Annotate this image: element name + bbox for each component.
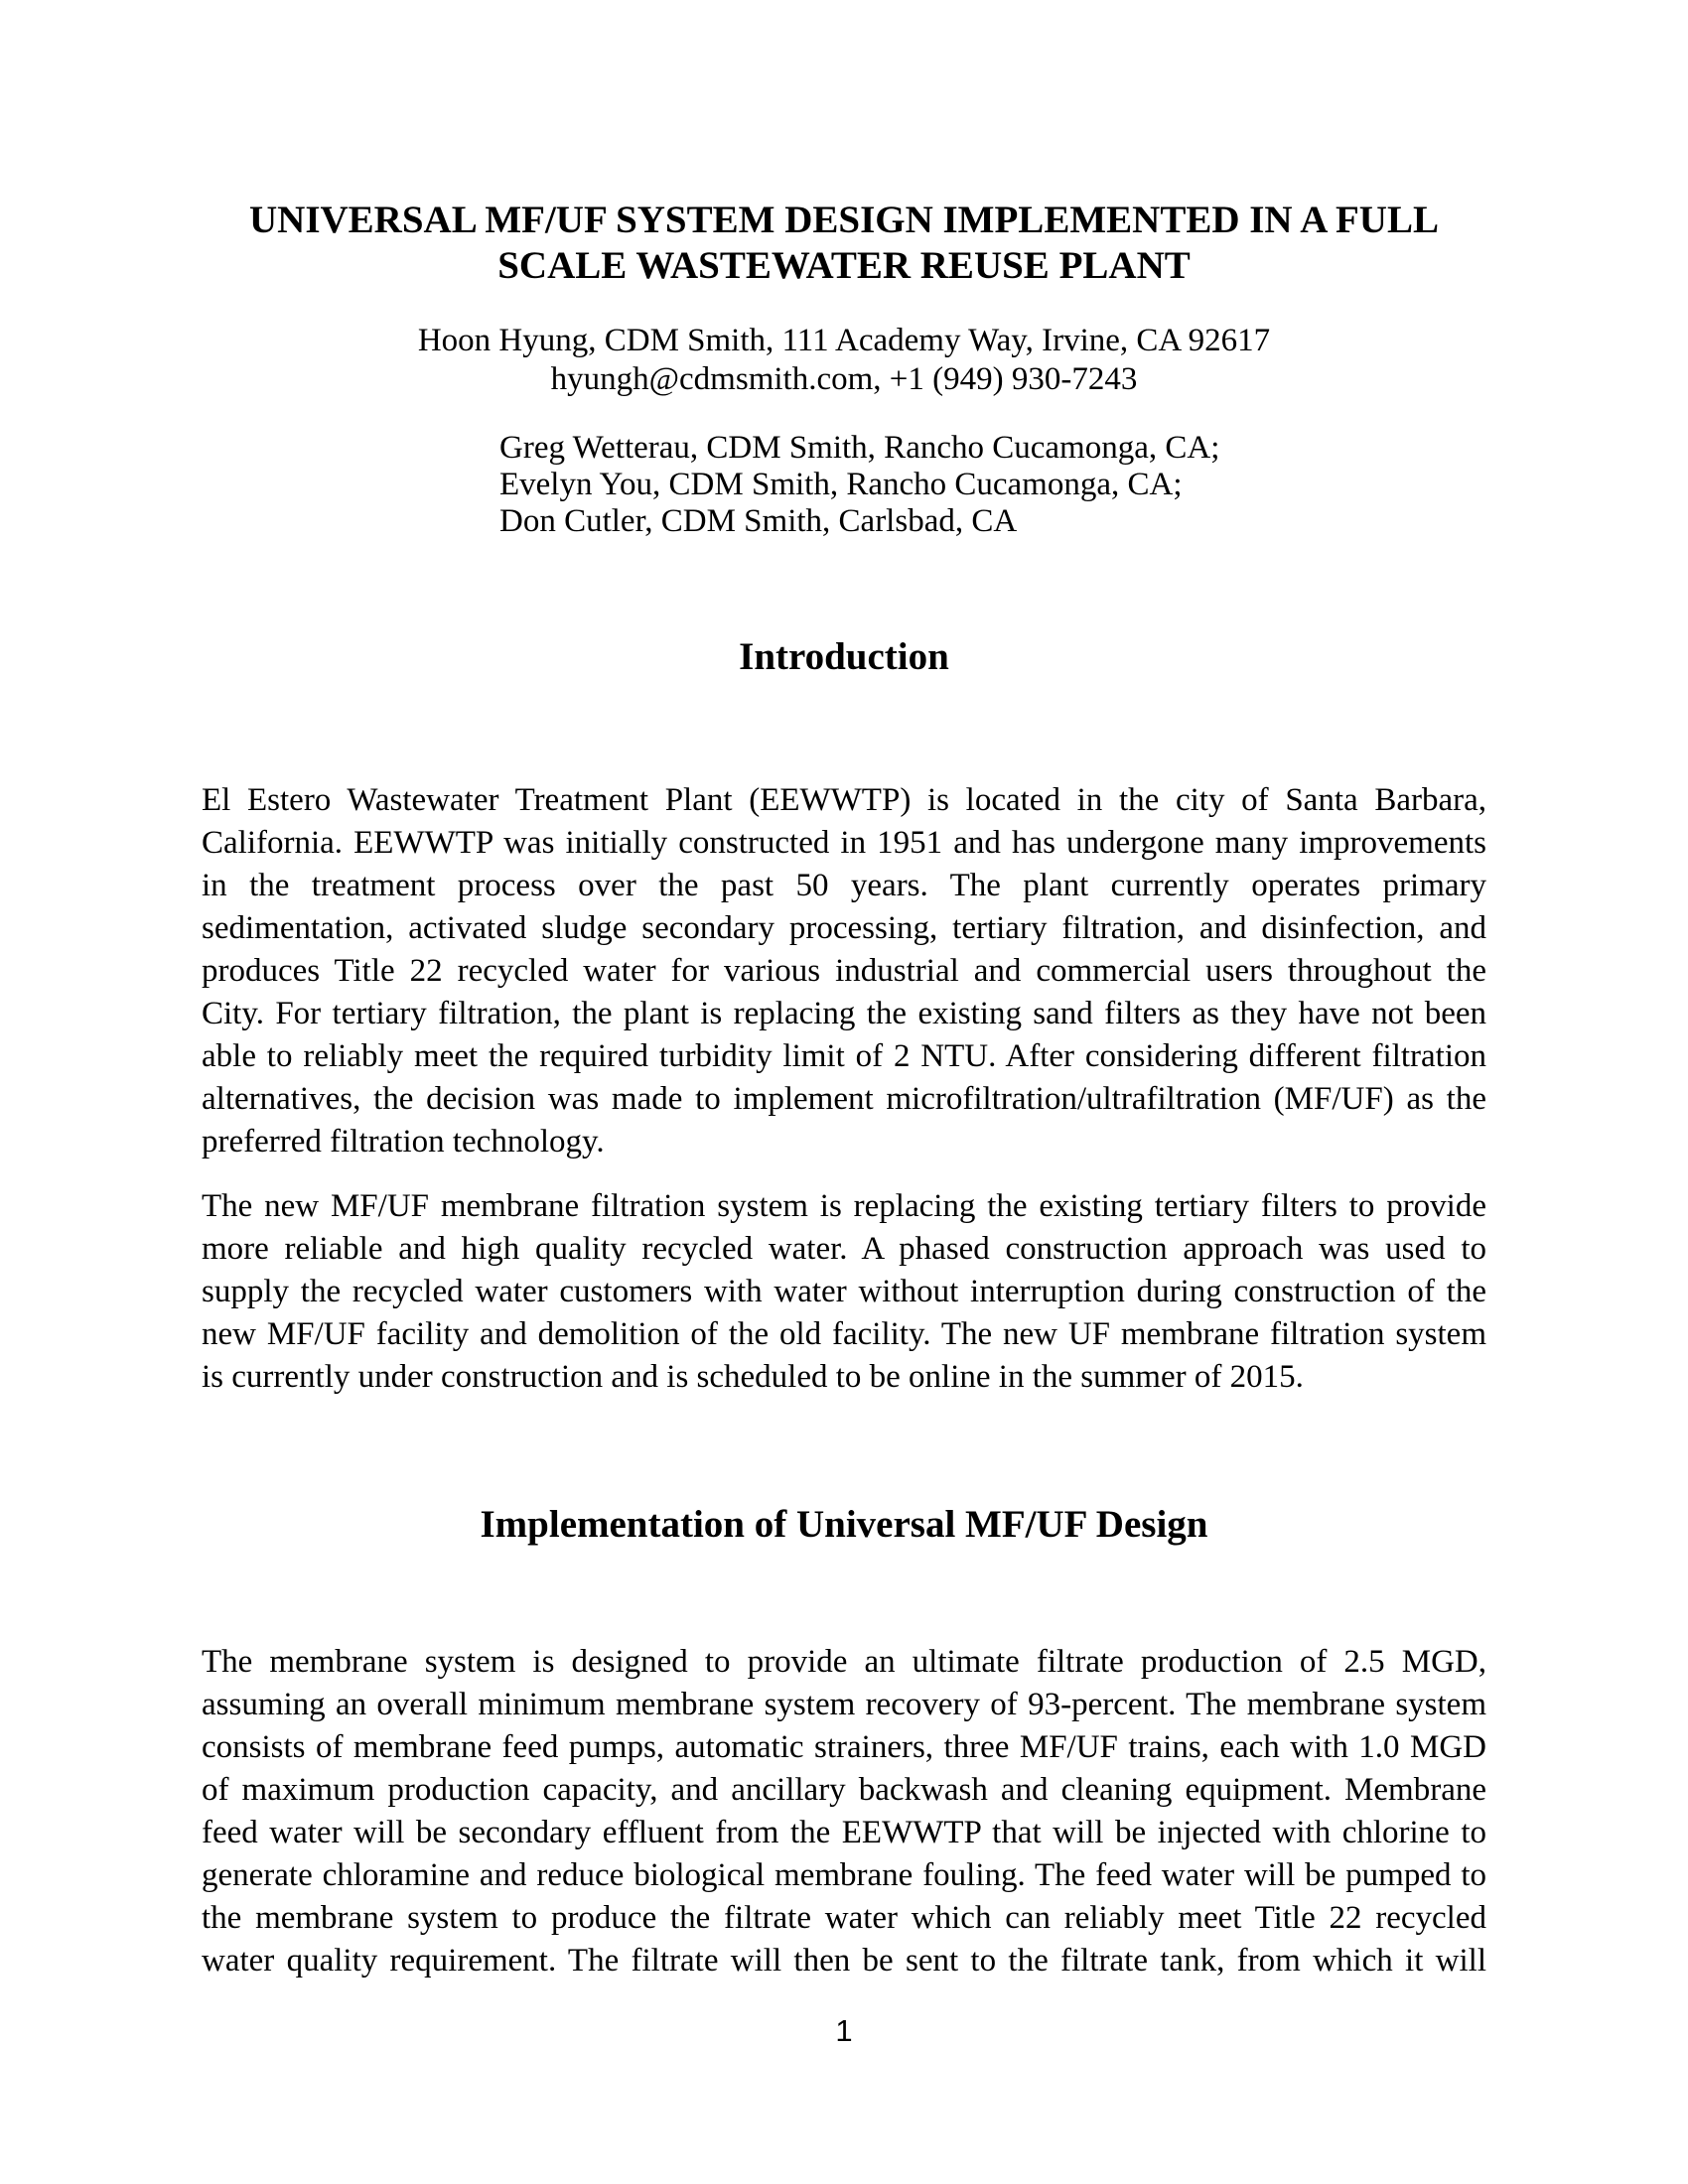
paragraph [202,779,1486,1163]
text-line: of maximum production capacity, and ancillary backwash and cleaning equipment. Membrane [202,1772,1486,1808]
author-address-line: Hoon Hyung, CDM Smith, 111 Academy Way, Irvine, CA 92617 [417,323,1271,358]
text-line: water quality requirement. The filtrate will then be sent to the filtrate tank, from which it will [202,1943,1486,1979]
text-line: City. For tertiary filtration, the plant is replacing the existing sand filters as they have not been [202,996,1486,1031]
coauthor-line: Evelyn You, CDM Smith, Rancho Cucamonga, CA; [499,467,1183,502]
author-email-phone-line: hyungh@cdmsmith.com, +1 (949) 930-7243 [550,361,1138,397]
section-heading-introduction: Introduction [739,635,949,678]
text-line: the membrane system to produce the filtrate water which can reliably meet Title 22 recycled [202,1900,1486,1936]
paper-title [202,198,1486,289]
text-line: California. EEWWTP was initially constructed in 1951 and has undergone many improvements [202,825,1486,861]
paragraph [202,1185,1486,1399]
text-line: alternatives, the decision was made to implement microfiltration/ultrafiltration (MF/UF) as the [202,1081,1486,1117]
text-line: in the treatment process over the past 50 years. The plant currently operates primary [202,868,1486,903]
text-line: assuming an overall minimum membrane system recovery of 93-percent. The membrane system [202,1687,1486,1722]
coauthor-line: Greg Wetterau, CDM Smith, Rancho Cucamonga, CA; [499,430,1220,466]
text-line: supply the recycled water customers with water without interruption during construction of the [202,1274,1486,1309]
text-line: El Estero Wastewater Treatment Plant (EEWWTP) is located in the city of Santa Barbara, [202,782,1486,818]
text-line: more reliable and high quality recycled water. A phased construction approach was used to [202,1231,1486,1267]
text-line: The new MF/UF membrane filtration system is replacing the existing tertiary filters to provide [202,1188,1486,1224]
page-number: 1 [835,2013,853,2048]
text-line: preferred filtration technology. [202,1124,605,1160]
section-heading-implementation: Implementation of Universal MF/UF Design [480,1503,1208,1546]
text-line: generate chloramine and reduce biological membrane fouling. The feed water will be pumped to [202,1857,1486,1893]
text-line: consists of membrane feed pumps, automatic strainers, three MF/UF trains, each with 1.0 MGD [202,1729,1486,1765]
text-line: feed water will be secondary effluent from the EEWWTP that will be injected with chlorine to [202,1815,1486,1850]
text-line: The membrane system is designed to provide an ultimate filtrate production of 2.5 MGD, [202,1644,1486,1680]
paragraph [202,1641,1486,1982]
text-line: sedimentation, activated sludge secondary processing, tertiary filtration, and disinfection, and [202,910,1486,946]
text-line: is currently under construction and is scheduled to be online in the summer of 2015. [202,1359,1304,1395]
paper-title-line: UNIVERSAL MF/UF SYSTEM DESIGN IMPLEMENTED IN A FULL [249,199,1439,241]
coauthor-line: Don Cutler, CDM Smith, Carlsbad, CA [499,503,1018,539]
text-line: produces Title 22 recycled water for various industrial and commercial users throughout the [202,953,1486,989]
paper-title-line: SCALE WASTEWATER REUSE PLANT [497,244,1191,287]
page-content [202,0,1486,1982]
coauthor-list [202,430,1486,540]
text-line: able to reliably meet the required turbidity limit of 2 NTU. After considering different filtration [202,1038,1486,1074]
primary-author-contact [202,322,1486,399]
text-line: new MF/UF facility and demolition of the old facility. The new UF membrane filtration system [202,1316,1486,1352]
